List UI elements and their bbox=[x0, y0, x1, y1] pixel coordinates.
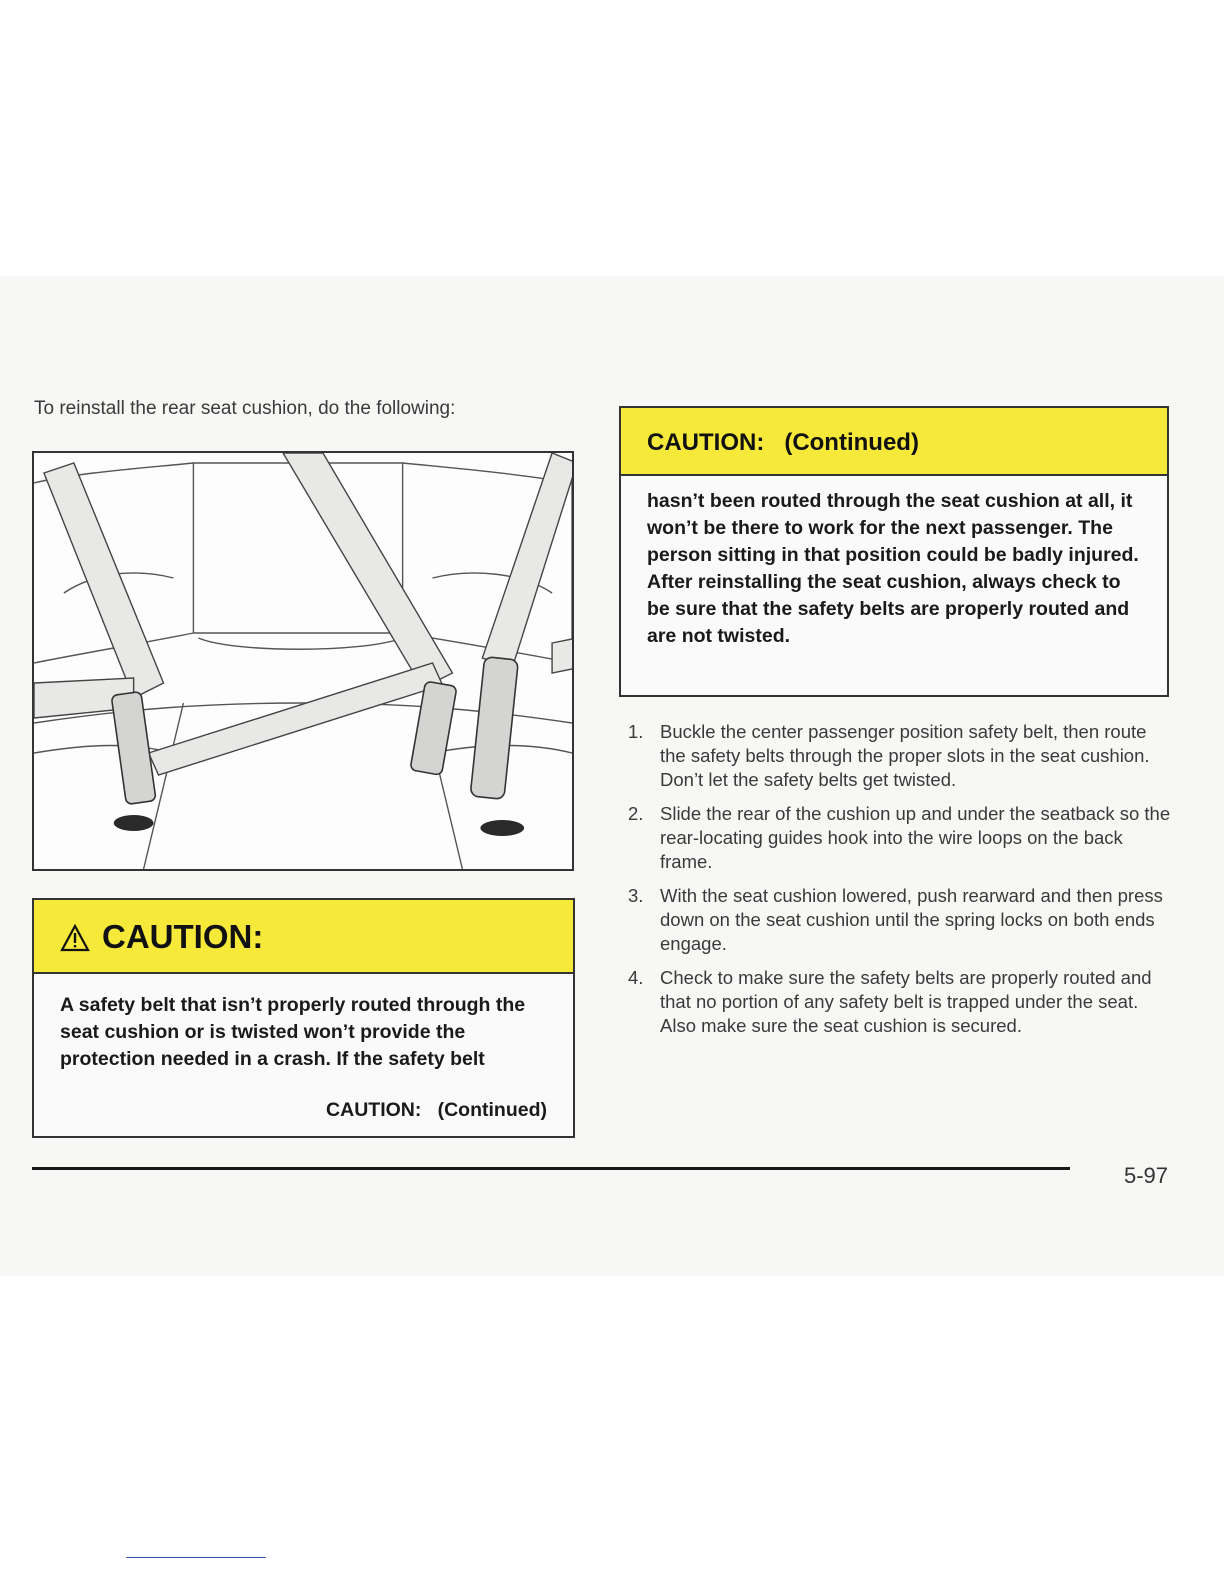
step-item bbox=[628, 802, 1173, 874]
step-number: 4. bbox=[628, 967, 644, 988]
caution-header bbox=[34, 900, 573, 974]
warning-triangle-icon bbox=[60, 922, 90, 950]
seat-illustration-drawing bbox=[34, 453, 572, 869]
step-text: Slide the rear of the cushion up and under the seatback so the rear-locating guides hook into the wire loops on the back frame. bbox=[660, 803, 1171, 872]
page-number: 5-97 bbox=[1124, 1163, 1169, 1188]
step-number: 3. bbox=[628, 885, 644, 906]
step-text: Check to make sure the safety belts are properly routed and that no portion of any safety belt is trapped under the seat. Also make sure the seat cushion is secured. bbox=[660, 967, 1152, 1036]
seat-belt-illustration bbox=[32, 451, 574, 871]
caution-continued-title: CAUTION: (Continued) bbox=[647, 429, 919, 456]
step-item bbox=[628, 966, 1173, 1038]
caution-continued-label: CAUTION: (Continued) bbox=[326, 1099, 547, 1121]
caution-continued-box bbox=[619, 406, 1169, 697]
caution-box bbox=[32, 898, 575, 1138]
bottom-link-rule bbox=[126, 1557, 266, 1558]
step-item bbox=[628, 720, 1173, 792]
caution-body: A safety belt that isn’t properly routed through the seat cushion or is twisted won’t provide the protection needed in a crash. If the safety belt bbox=[60, 994, 526, 1070]
caution-continued-body: hasn’t been routed through the seat cushion at all, it won’t be there to work for the next passenger. The person sitting in that position could be badly injured. After reinstalling the seat cushion, always check to be sure that the safety belts are properly routed and are not twisted. bbox=[647, 490, 1139, 647]
footer-rule bbox=[32, 1167, 1070, 1170]
intro-text: To reinstall the rear seat cushion, do the following: bbox=[34, 398, 456, 419]
step-number: 2. bbox=[628, 803, 644, 824]
step-text: With the seat cushion lowered, push rearward and then press down on the seat cushion until the spring locks on both ends engage. bbox=[660, 885, 1163, 954]
reinstall-steps bbox=[628, 720, 1173, 1048]
caution-continued-header bbox=[621, 408, 1167, 476]
step-item bbox=[628, 884, 1173, 956]
caution-title: CAUTION: bbox=[102, 918, 264, 955]
step-text: Buckle the center passenger position safety belt, then route the safety belts through the proper slots in the seat cushion. Don’t let the safety belts get twisted. bbox=[660, 721, 1150, 790]
step-number: 1. bbox=[628, 721, 644, 742]
